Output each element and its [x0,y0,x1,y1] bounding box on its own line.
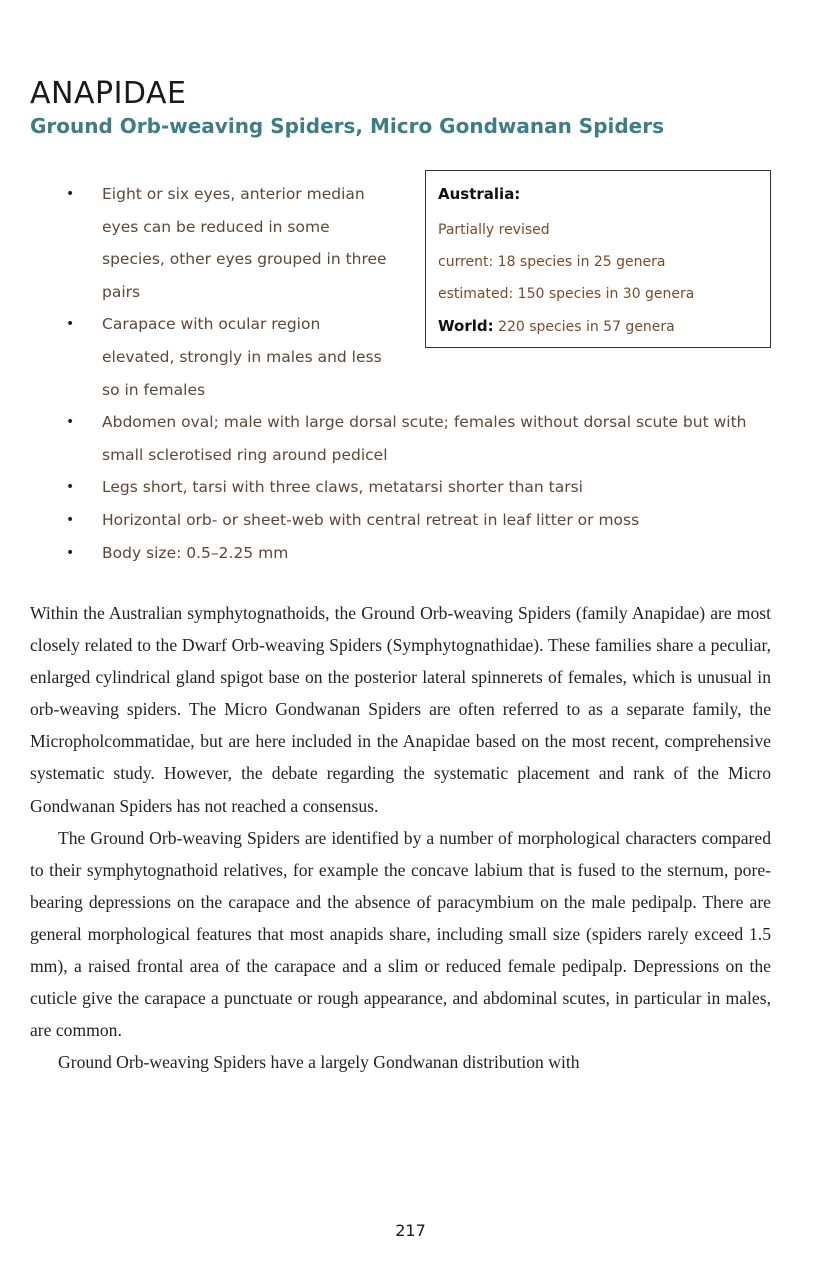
bullet-icon: • [66,479,75,496]
world-value: 220 species in 57 genera [493,319,675,335]
paragraph: Within the Australian symphytognathoids, the Ground Orb-weaving Spiders (family Anapidae) are most closely related to the Dwarf Orb-weaving Spiders (Symphytognathidae). These families share a peculiar, enlarged cylindrical gland spigot base on the posterior lateral spinnerets of females, which is unusual in orb-weaving spiders. The Micro Gondwanan Spiders are often referred to as a separate family, the Micropholcommatidae, but are here included in the Anapidae based on the most recent, comprehensive systematic study. However, the debate regarding the systematic placement and rank of the Micro Gondwanan Spiders has not reached a consensus. [30,603,771,816]
list-item: • Horizontal orb- or sheet-web with central retreat in leaf litter or moss [60,504,780,537]
bullet-icon: • [66,316,75,333]
common-names-subtitle: Ground Orb-weaving Spiders, Micro Gondwanan Spiders [30,114,665,138]
list-item: • Body size: 0.5–2.25 mm [60,537,780,570]
revision-status: Partially revised [438,222,550,238]
paragraph: The Ground Orb-weaving Spiders are identified by a number of morphological characters compared to their symphytognathoid relatives, for example the concave labium that is fused to the sternum, pore-bearing depressions on the carapace and the absence of paracymbium on the male pedipalp. There are general morphological features that most anapids share, including small size (spiders rarely exceed 1.5 mm), a raised frontal area of the carapace and a slim or reduced female pedipalp. Depressions on the cuticle give the carapace a punctuate or rough appearance, and abdominal scutes, in particular in males, are common. [30,827,771,1041]
family-title: ANAPIDAE [30,76,187,111]
page-number: 217 [395,1221,426,1240]
paragraph: Ground Orb-weaving Spiders have a largely Gondwanan distribution with [58,1052,580,1073]
world-label: World: [438,317,494,335]
body-text [30,597,771,1078]
list-item: • Abdomen oval; male with large dorsal scute; females without dorsal scute but with small sclerotised ring around pedicel [60,406,780,471]
estimated-species-count: estimated: 150 species in 30 genera [438,286,695,302]
characteristics-list [60,178,780,569]
list-item: • Carapace with ocular region elevated, strongly in males and less so in females [60,308,780,406]
bullet-icon: • [66,544,75,561]
bullet-icon: • [66,186,75,202]
list-item: • Legs short, tarsi with three claws, metatarsi shorter than tarsi [60,471,780,504]
list-item: • Eight or six eyes, anterior median eyes can be reduced in some species, other eyes grouped in three pairs [60,178,780,308]
current-species-count: current: 18 species in 25 genera [438,254,666,270]
bullet-icon: • [66,511,75,528]
bullet-icon: • [66,414,75,431]
box-heading: Australia: [438,185,521,203]
